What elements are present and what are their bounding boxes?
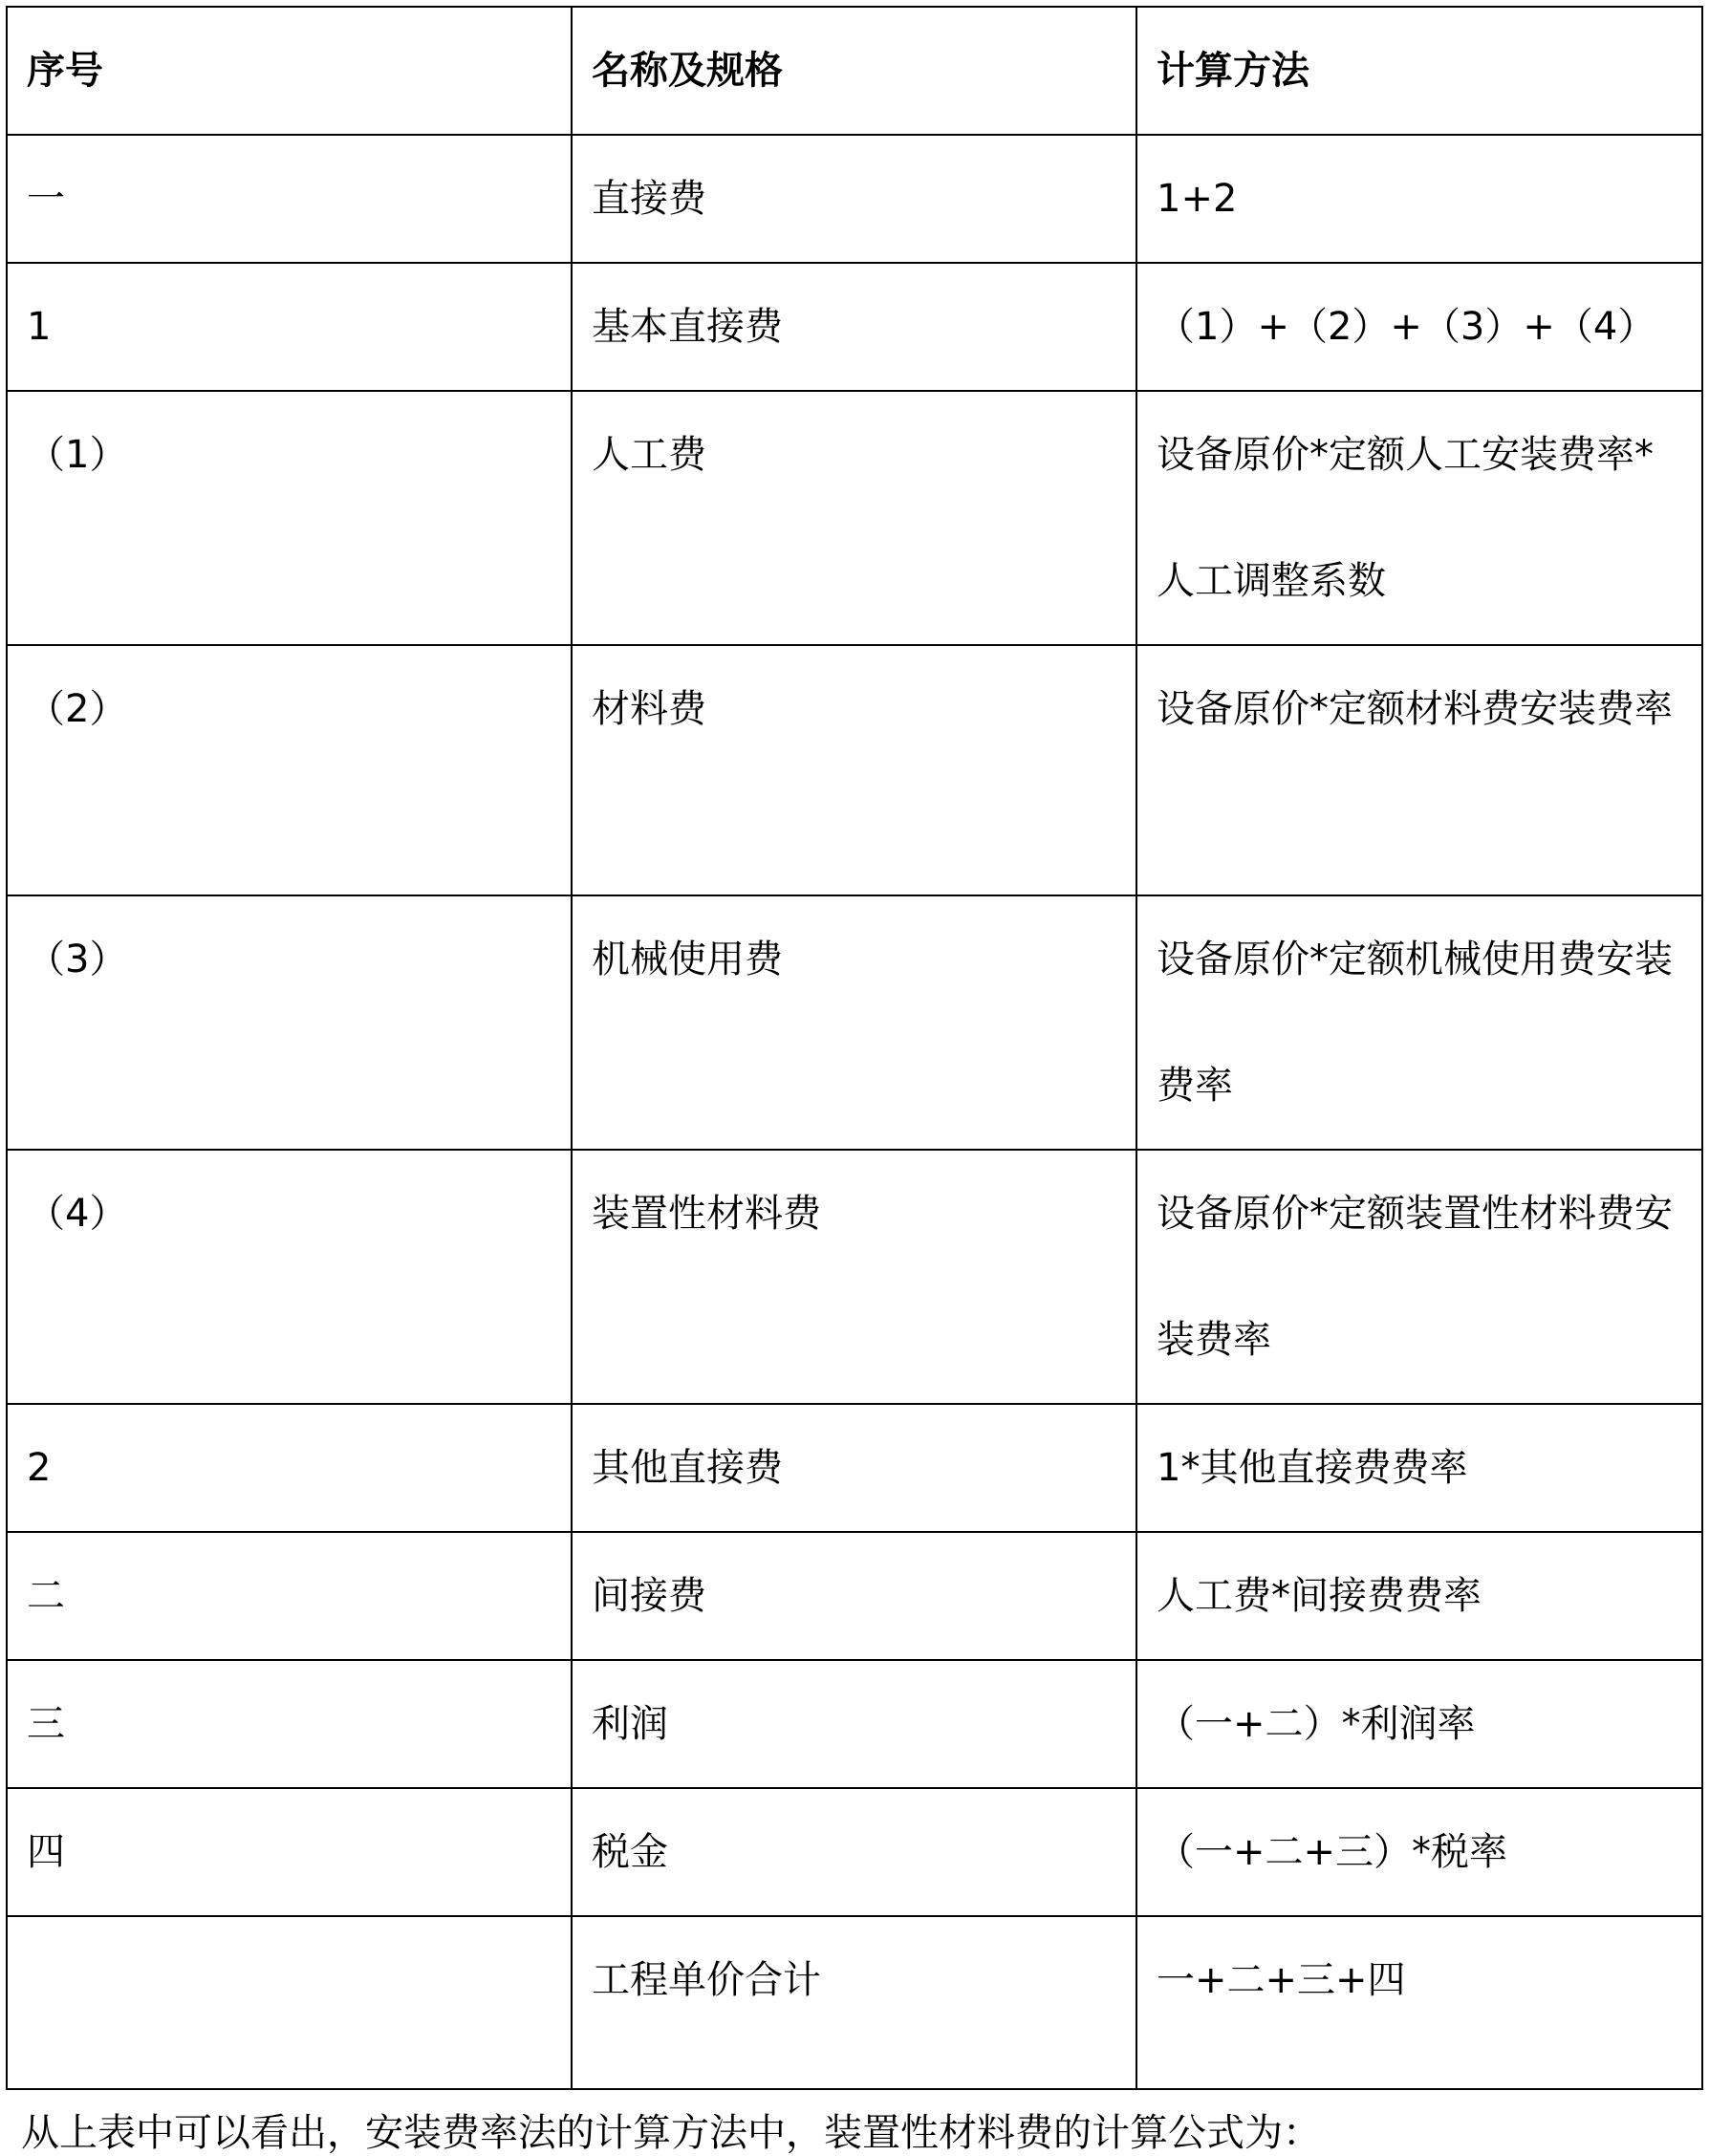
table-row-total <box>7 1916 1702 2089</box>
cell-serial-number: （2） <box>7 645 572 895</box>
header-calculation-method: 计算方法 <box>1136 7 1702 135</box>
cell-item-name: 人工费 <box>572 391 1136 645</box>
cell-item-name: 基本直接费 <box>572 263 1136 391</box>
cell-serial-number: 三 <box>7 1660 572 1788</box>
cell-serial-number: 二 <box>7 1532 572 1660</box>
cell-item-name: 其他直接费 <box>572 1404 1136 1532</box>
cell-calculation-method: 人工费*间接费费率 <box>1136 1532 1702 1660</box>
cell-serial-number: 一 <box>7 135 572 263</box>
table-row <box>7 1788 1702 1916</box>
cell-calculation-method: （一+二）*利润率 <box>1136 1660 1702 1788</box>
cell-calculation-method: 设备原价*定额材料费安装费率 <box>1136 645 1702 895</box>
cell-item-name: 税金 <box>572 1788 1136 1916</box>
header-name-and-spec: 名称及规格 <box>572 7 1136 135</box>
cell-calculation-method: 设备原价*定额人工安装费率*人工调整系数 <box>1136 391 1702 645</box>
cell-calculation-method: （一+二+三）*税率 <box>1136 1788 1702 1916</box>
table-row <box>7 391 1702 645</box>
table-header-row <box>7 7 1702 135</box>
table-row <box>7 1404 1702 1532</box>
cell-item-name: 机械使用费 <box>572 895 1136 1150</box>
cell-item-name: 间接费 <box>572 1532 1136 1660</box>
cell-item-name: 利润 <box>572 1660 1136 1788</box>
cell-serial-number <box>7 1916 572 2089</box>
cell-calculation-method: 设备原价*定额机械使用费安装费率 <box>1136 895 1702 1150</box>
cell-calculation-method: 1*其他直接费费率 <box>1136 1404 1702 1532</box>
table-row <box>7 645 1702 895</box>
body-paragraph: 从上表中可以看出，安装费率法的计算方法中，装置性材料费的计算公式为： <box>21 2111 1321 2155</box>
cell-serial-number: （4） <box>7 1150 572 1404</box>
header-serial-number: 序号 <box>7 7 572 135</box>
cell-calculation-method: 1+2 <box>1136 135 1702 263</box>
cell-item-name: 直接费 <box>572 135 1136 263</box>
cell-serial-number: 2 <box>7 1404 572 1532</box>
table-row <box>7 135 1702 263</box>
cell-item-name: 工程单价合计 <box>572 1916 1136 2089</box>
table-row <box>7 1532 1702 1660</box>
cell-serial-number: 1 <box>7 263 572 391</box>
cost-calculation-table <box>6 6 1703 2090</box>
table-row <box>7 895 1702 1150</box>
cell-serial-number: （1） <box>7 391 572 645</box>
cell-calculation-method: （1）+（2）+（3）+（4） <box>1136 263 1702 391</box>
table-row <box>7 1660 1702 1788</box>
cell-calculation-method: 设备原价*定额装置性材料费安装费率 <box>1136 1150 1702 1404</box>
cost-calculation-table-wrapper <box>6 6 1703 2090</box>
table-row <box>7 263 1702 391</box>
cell-calculation-method: 一+二+三+四 <box>1136 1916 1702 2089</box>
cell-item-name: 装置性材料费 <box>572 1150 1136 1404</box>
table-row <box>7 1150 1702 1404</box>
cell-serial-number: 四 <box>7 1788 572 1916</box>
cell-serial-number: （3） <box>7 895 572 1150</box>
cell-item-name: 材料费 <box>572 645 1136 895</box>
